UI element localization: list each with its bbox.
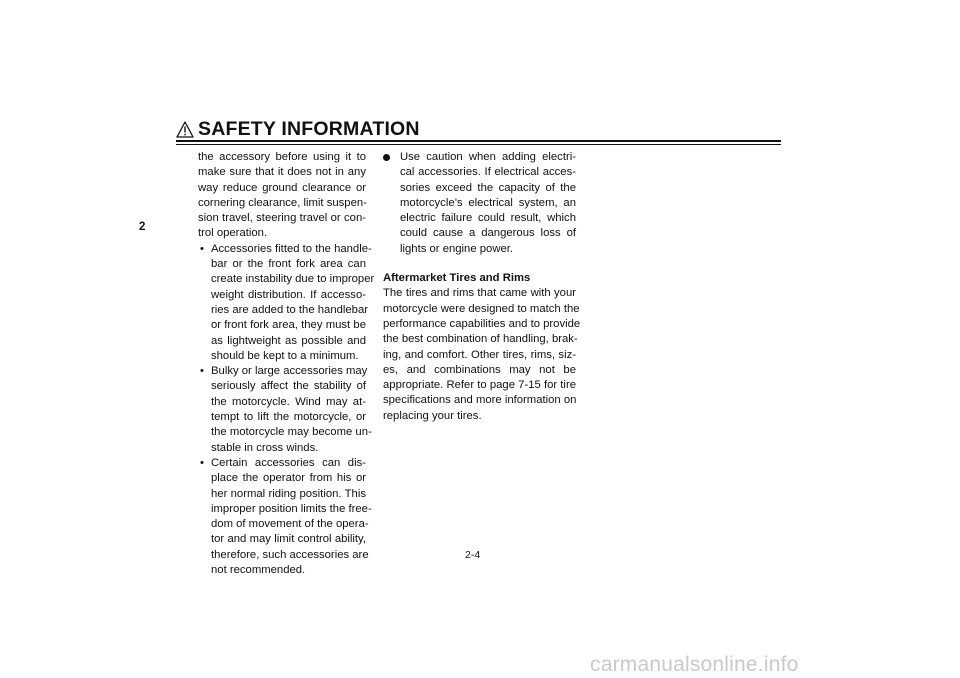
text-line: es, and combinations may not be [383,363,576,376]
bullet-item [198,456,372,578]
text-line: should be kept to a minimum. [211,349,359,362]
bullet-glyph: • [200,365,204,378]
left-column [198,150,375,578]
text-line: place the operator from his or [211,472,366,485]
text-line: not recommended. [211,564,306,577]
text-line: the best combination of handling, brak- [383,333,578,346]
text-line: bar or the front fork area can [211,258,366,271]
bullet-item [198,242,375,364]
text-line: as lightweight as possible and [211,334,366,347]
text-line: cal accessories. If electrical acces- [400,166,576,179]
text-line: dom of movement of the opera- [211,518,369,531]
page-title: SAFETY INFORMATION [198,118,420,140]
bullet-glyph: • [200,242,204,255]
warning-icon [176,121,194,138]
text-line: ries are added to the handlebar [211,303,369,316]
text-line: way reduce ground clearance or [198,181,366,194]
text-line: or front fork area, they must be [211,319,366,332]
text-line: weight distribution. If accesso- [211,288,366,301]
bullet-item [198,364,372,456]
text-line: motorcycle’s electrical system, an [400,196,576,209]
text-line: performance capabilities and to provide [383,317,581,330]
text-line: lights or engine power. [400,242,514,255]
bullet-glyph: • [200,456,204,469]
text-line: cornering clearance, limit suspen- [198,196,367,209]
text-line: the accessory before using it to [198,151,366,163]
text-line: her normal riding position. This [211,487,366,500]
section-heading: Aftermarket Tires and Rims [383,272,531,285]
electrical-caution-item [383,150,576,257]
text-line: replacing your tires. [383,409,482,422]
text-line: could cause a dangerous loss of [400,227,576,240]
text-line: tempt to lift the motorcycle, or [211,411,366,424]
text-line: therefore, such accessories are [211,548,369,561]
text-line: tor and may limit control ability, [211,533,366,546]
text-line: Accessories fitted to the handle- [211,242,372,255]
right-column [383,150,581,424]
page-number: 2-4 [465,549,481,561]
text-line: improper position limits the free- [211,502,372,515]
watermark: carmanualsonline.info [590,653,799,676]
text-line: sories exceed the capacity of the [400,181,576,194]
header-rule [176,140,781,142]
text-line: Bulky or large accessories may [211,365,368,378]
header-rule-thin [176,144,781,145]
chapter-tab: 2 [139,221,146,233]
text-line: the motorcycle. Wind may at- [211,395,366,408]
text-line: ing, and comfort. Other tires, rims, siz- [383,348,576,361]
tires-paragraph [383,286,581,424]
intro-paragraph [198,150,366,242]
text-line: create instability due to improper [211,273,375,286]
text-line: stable in cross winds. [211,441,319,454]
text-line: Use caution when adding electri- [400,151,576,163]
text-line: motorcycle were designed to match the [383,302,580,315]
text-line: The tires and rims that came with your [383,287,576,300]
text-line: Certain accessories can dis- [211,456,366,469]
text-line: electric failure could result, which [400,212,576,225]
text-line: sion travel, steering travel or con- [198,212,366,225]
bullet-dot-icon [383,154,390,161]
text-line: trol operation. [198,227,268,240]
text-line: the motorcycle may become un- [211,426,372,439]
text-line: appropriate. Refer to page 7-15 for tire [383,379,576,392]
spacer [383,257,576,271]
text-line: specifications and more information on [383,394,577,407]
text-line: seriously affect the stability of [211,380,366,393]
text-line: make sure that it does not in any [198,166,366,179]
